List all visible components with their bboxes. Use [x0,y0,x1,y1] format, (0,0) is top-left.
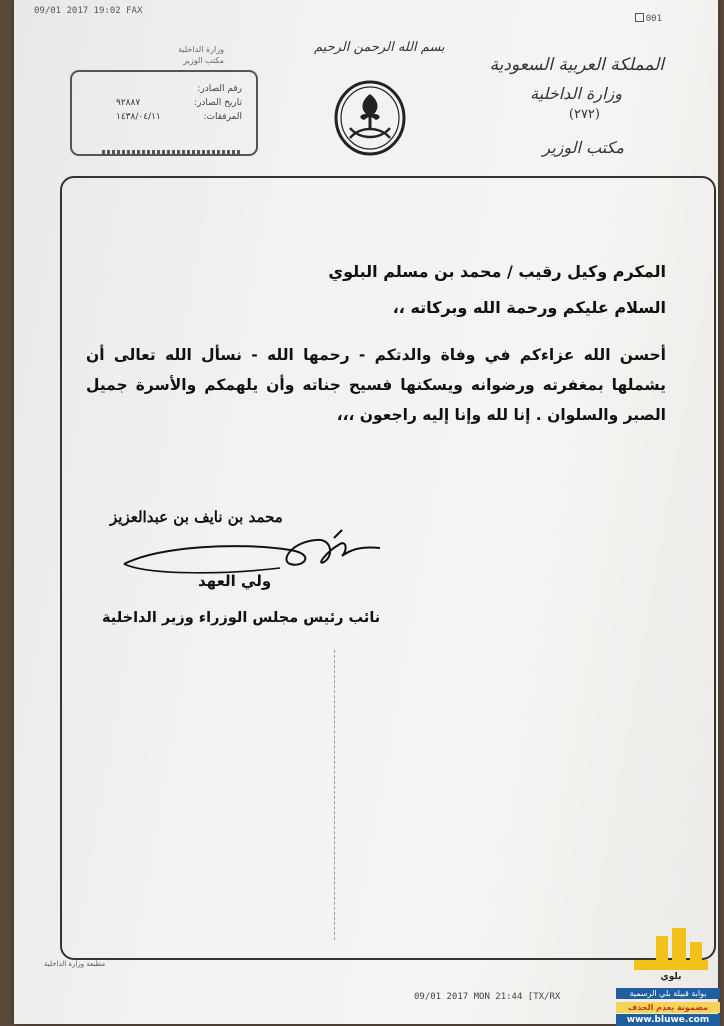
kingdom-name: المملكة العربية السعودية [489,55,664,75]
reference-number-value: ٩٢٨٨٧ [116,98,141,108]
divider [334,650,335,940]
reference-date-label: تاريخ الصادر: [194,98,242,108]
fax-header-timestamp: 09/01 2017 19:02 FAX [34,6,143,16]
signatory-title-2: نائب رئيس مجلس الوزراء وزير الداخلية [102,610,381,626]
signatory-name: محمد بن نايف بن عبدالعزيز [110,508,283,526]
watermark-bar [634,960,708,970]
ministry-code: (٢٧٢) [568,107,600,122]
reference-attachments-label: المرفقات: [203,112,242,122]
reference-small-header-2: مكتب الوزير [183,56,224,65]
reference-small-header [84,44,224,66]
reference-small-header-1: وزارة الداخلية [178,45,224,54]
watermark-site-label: بوابة قبيلة بلي الرسمية [616,988,720,999]
reference-number-label: رقم الصادر: [197,84,242,94]
signatory-title-1: ولي العهد [198,572,272,590]
printer-credit: مطبعة وزارة الداخلية [44,960,106,968]
greeting-line: السلام عليكم ورحمة الله وبركاته ،، [392,298,666,317]
watermark-url: www.bluwe.com [616,1014,720,1026]
watermark-logo-text: بلوي [660,972,682,982]
addressee-line: المكرم وكيل رقيب / محمد بن مسلم البلوي [328,262,666,281]
fax-page-number-text: 001 [645,14,662,24]
basmala: بسم الله الرحمن الرحيم [314,40,445,55]
reference-box [70,70,258,156]
checkbox-icon [635,13,644,22]
fax-footer-timestamp: 09/01 2017 MON 21:44 [TX/RX [414,992,561,1002]
watermark-tagline: مضمونة بعدم الحذف [616,1002,720,1013]
reference-date-value: ١٤٣٨/٠٤/١١ [116,112,161,122]
office-name: مكتب الوزير [542,138,624,157]
fax-page-number [635,13,662,24]
divider [102,150,242,156]
watermark-logo [604,926,720,1025]
saudi-emblem-icon [330,80,410,160]
ministry-name: وزارة الداخلية [530,84,622,103]
letter-body: أحسن الله عزاءكم في وفاة والدتكم - رحمها الله - نسأل الله تعالى أن يشملها بمغفرته ورضوانه ويسكنها فسيح جناته وأن يلهمكم والأسرة جميل الصبر والسلوان . إنا لله وإنا إليه راجعون ،،، [86,346,666,424]
letter-page [14,0,718,1024]
